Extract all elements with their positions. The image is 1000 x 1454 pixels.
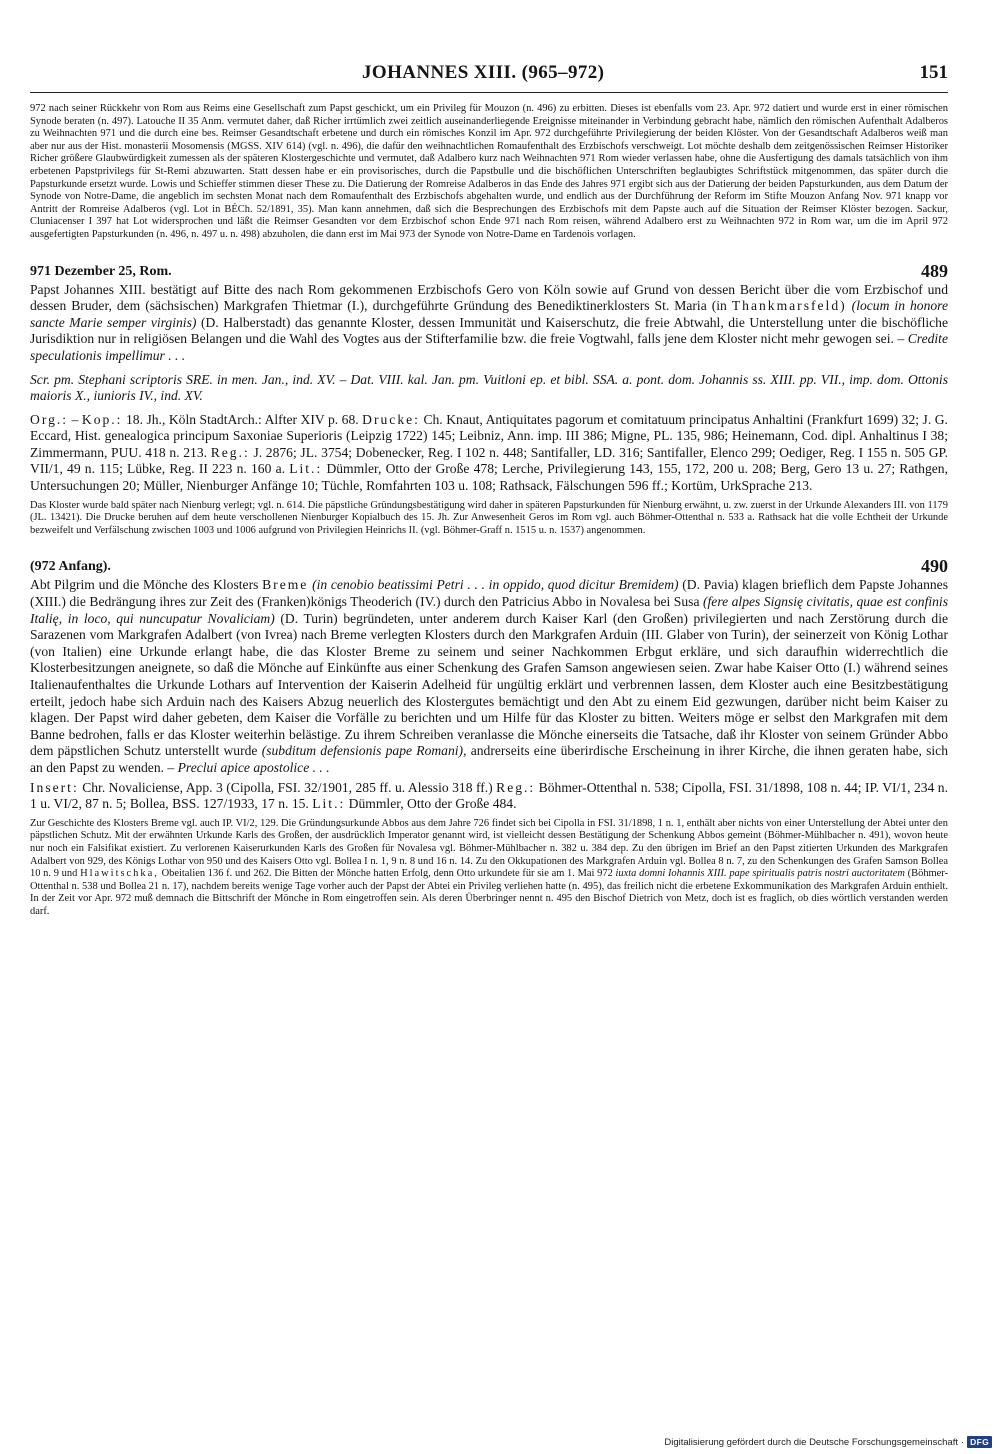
page-header xyxy=(30,58,948,93)
entry-490-insert-label: Insert: xyxy=(30,779,79,795)
entry-489-reg-label: Reg.: xyxy=(210,444,250,460)
entry-489-text-b: (D. Halberstadt) das genannte Kloster, dessen Immunität und Kaiserschutz, die freie Abtwahl, die Unterstellung unter die bischöfliche Jurisdiktion nur in religiösen Belangen und die Wahl des Vogtes aus der Stifterfamilie bzw. die freie Vogtwahl, falls jene dem Kloster nicht mehr gewogen sei. – xyxy=(30,314,948,347)
entry-490-spaced-breme: Breme xyxy=(262,577,309,593)
entry-489-heading xyxy=(30,260,948,282)
entry-489-org-value: – xyxy=(71,411,79,427)
entry-490-incipit: Preclui apice apostolice . . . xyxy=(177,759,330,775)
page-number: 151 xyxy=(919,62,948,83)
entry-489-incipit: Credite speculationis impellimur . . . xyxy=(30,331,948,363)
entry-489-lit-label: Lit.: xyxy=(289,461,323,477)
entry-490-note-a: Zur Geschichte des Klosters Breme vgl. auch IP. VI/2, 129. Die Gründungsurkunde Abbos aus dem Jahre 726 findet sich bei Cipolla in FSI. 31/1898, 1 n. 1, enthält aber nichts von einer Unterstellung der Abtei unter den päpstlichen Schutz. Mit der erwähnten Urkunde Karls des Großen, der ausdrücklich Imperator genannt wird, ist vielleicht dessen Bestätigung der Schenkung Abbos gemeint (Böhmer-Mühlbacher n. 491), wovon heute nur noch ein Falsifikat existiert. Zu verlorenen Kaiserurkunden Karls des Großen für Novalesa vgl. Böhmer-Mühlbacher n. 382 u. 384 dep. Zu den übrigen im Brief an den Papst zitierten Urkunden des Markgrafen Adalbert von 929, des Königs Lothar von 950 und des Kaisers Otto vgl. Bollea I n. 1, 9 n. 8 und 16 n. 14. Zu den Okkupationen des Markgrafen Arduin vgl. Bollea 8 n. 7, zu den Schenkungen des Grafen Samson Bollea 10 n. 9 und xyxy=(30,817,948,880)
page xyxy=(30,58,948,919)
entry-489-kop-value: 18. Jh., Köln StadtArch.: Alfter XIV p. 68. xyxy=(125,411,359,427)
footer-text: Digitalisierung gefördert durch die Deutsche Forschungsgemeinschaft xyxy=(664,1436,958,1448)
entry-489-scriptum: Scr. pm. Stephani scriptoris SRE. in men. Jan., ind. XV. – Dat. VIII. kal. Jan. pm. Vuitloni ep. et bibl. SSA. a. pont. dom. Johannis ss. XIII. pp. VII., imp. dom. Ottonis maioris X., iunioris IV., ind. XV. xyxy=(30,371,948,404)
entry-490-regest xyxy=(30,577,948,776)
entry-490-reg-label: Reg.: xyxy=(496,779,536,795)
entry-489-locus: (locum in honore sancte Marie semper virginis) xyxy=(30,298,948,330)
intro-note: 972 nach seiner Rückkehr von Rom aus Reims eine Gesellschaft zum Papst geschickt, um ein Privileg für Mouzon (n. 496) zu erbitten. Dieses ist ebenfalls vom 23. Apr. 972 datiert und wurde erst in einer römischen Synode beraten (n. 497). Latouche II 35 Anm. vermutet daher, daß Richer irrtümlich zwei zeitlich auseinanderliegende Ereignisse miteinander in Verbindung gebracht habe, nämlich den römischen Aufenthalt Adalberos zu Weihnachten 971 und die durch eine bes. Reimser Gesandtschaft erbetene und durch ein römisches Konzil im Apr. 972 durchgeführte Privilegierung der beiden Klöster. Von der Gesandtschaft Adalberos weiß man aber nur aus der Hist. monasterii Mosomensis (MGSS. XIV 614) (vgl. n. 496), die dafür den weihnachtlichen Romaufenthalt des Erzbischofs verschweigt. Lot möchte deshalb dem zeitgenössischen Reimser Historiker Richer größere Glaubwürdigkeit zumessen als der späteren Klostergeschichte und vermutet, daß Adalbero kurz nach Weihnachten 971 Rom wieder verlassen habe, ohne die Ausfertigung des damals tatsächlich von ihm erbetenen Papstprivilegs für St-Remi abzuwarten. Statt dessen habe er ein provisorisches, durch die Papstbulle und die bischöflichen Unterschriften beglaubigtes Schriftstück mitgenommen, das später durch die Papsturkunde ersetzt wurde. Lowis und Schieffer stimmen dieser These zu. Die Datierung der Romreise Adalberos in das Ende des Jahres 971 ergibt sich aus der Datierung der beiden Papsturkunden, aus dem Datum der Synode von Notre-Dame, die angeblich im sechsten Monat nach dem Romaufenthalt des Erzbischofs abgehalten wurde, und endlich aus der Durchführung der Reform im Stifte Mouzon Anfang Nov. 971 knapp vor Antritt der Romreise Adalberos (vgl. Lot in BÉCh. 52/1891, 35). Man kann annehmen, daß sich die Besprechungen des Erzbischofs mit dem Papste auch auf die Situation der Reimser Klöster bezogen. Sackur, Cluniacenser I 397 hat Lot widersprochen und läßt die Reimser Gesandten vor dem Erzbischof schon Ende 971 nach Rom reisen, während Adalbero erst zu Weihnachten 972 in Rom war, um die im April 972 ausgefertigten Papsturkunden (n. 496, n. 497 u. n. 498) abzuholen, die dann erst im Mai 973 der Synode von Notre-Dame en Tardenois vorlagen. xyxy=(30,103,948,240)
entry-489-date: 971 Dezember 25, Rom. xyxy=(30,263,172,279)
digitization-footer: Digitalisierung gefördert durch die Deutsche Forschungsgemeinschaft · DFG xyxy=(664,1436,992,1448)
entry-489-org-label: Org.: xyxy=(30,411,69,427)
entry-490-text-c: (D. Turin) begründeten, unter anderem durch Kaiser Karl (den Großen) privilegierten und nach Zerstörung durch die Sarazenen vom Markgrafen Adalbert (von Ivrea) nach Breme verlegten Klosters durch den Markgrafen Arduin (III. Glaber von Turin), der seinerzeit von König Lothar (von Italien) eine Urkunde erlangt habe, die das Kloster Breme zu seinem und seiner Nachkommen Erbgut erkläre, und sich daraufhin widerrechtlich die Klosterbesitzungen aneignete, so daß die Mönche auf Einkünfte aus einer Schenkung des Grafen Samson angewiesen seien. Zwar habe Kaiser Otto (I.) während seines Italienaufenthaltes die Urkunde Lothars auf Intervention der Kaiserin Adelheid für ungültig erklärt und verbrennen lassen, dem Kloster auch eine Besitzbestätigung erteilt, jedoch habe sich Arduin nach des Kaisers Abzug neuerlich des Klostergutes bemächtigt und den Abt zu einem Eid gezwungen, darüber nicht beim Kaiser zu klagen. Der Papst wird daher gebeten, dem Kaiser die Vorfälle zu berichten und um Hilfe für das Kloster zu bitten. Weiters möge er selbst den Markgrafen mit dem Banne bedrohen, falls er das Kloster weiterhin belästige. Zu ihrem Schreiben veranlasse die Mönche einerseits die Tatsache, daß ihr Kloster von seinem Gründer Abbo dem päpstlichen Schutz unterstellt wurde xyxy=(30,610,949,759)
entry-490-lit-label: Lit.: xyxy=(312,796,346,812)
entry-490-text-b: (D. Pavia) klagen brieflich dem Papste Johannes (XIII.) die Bedrängung ihres zur Zeit des (Franken)königs Theoderich (IV.) durch den Patricius Abbo in Novalesa bei Susa xyxy=(30,577,949,610)
entry-490-text-a: Abt Pilgrim und die Mönche des Klosters xyxy=(30,577,259,593)
entry-490-cenobio: (in cenobio beatissimi Petri . . . in oppido, quod dicitur Bremidem) xyxy=(312,577,679,593)
entry-489-lit-value: Dümmler, Otto der Große 478; Lerche, Privilegierung 143, 155, 172, 200 u. 208; Berg, Gero 13 u. 27; Rathgen, Untersuchungen 20; Müller, Nienburger Anfänge 10; Tüchle, Romfahrten 103 u. 108; Rathsack, Fälschungen 596 ff.; Kortüm, UrkSprache 213. xyxy=(30,461,948,494)
entry-490-note-b: Obeitalien 136 f. und 262. Die Bitten der Mönche hatten Erfolg, denn Otto urkundete für sie am 1. Mai 972 xyxy=(161,868,613,880)
entry-490-note xyxy=(30,818,948,919)
entry-489-drucke-value: Ch. Knaut, Antiquitates pagorum et comitatuum principatus Anhaltini (Frankfurt 1699) 32; J. G. Eccard, Hist. genealogica principum Saxoniae Superioris (Leipzig 1722) 145; Leibniz, Ann. imp. III 386; Migne, PL. 135, 986; Heinemann, Cod. dipl. Anhaltinus I 38; Zimmermann, PUU. 418 n. 213. xyxy=(30,411,948,460)
entry-490-heading xyxy=(30,555,948,577)
entry-490-fere: (fere alpes Signsię civitatis, quae est confinis Italię, in loco, qui nuncupatur Novaliciam) xyxy=(30,594,949,626)
dfg-logo: DFG xyxy=(967,1436,992,1448)
entry-490-date: (972 Anfang). xyxy=(30,559,111,575)
entry-489-regest xyxy=(30,282,948,365)
entry-490-number: 490 xyxy=(921,556,948,577)
entry-489-kop-label: Kop.: xyxy=(81,411,123,427)
entry-489-text-a: Papst Johannes XIII. bestätigt auf Bitte des nach Rom gekommenen Erzbischofs Gero von Köln sowie auf Grund von dessen Bericht über die vom Erzbischof und dessen Bruder, dem (sächsischen) Markgrafen Thietmar (I.), durchgeführte Gründung des Benediktinerklosters St. Maria (in xyxy=(30,281,948,314)
entry-490-subditum: (subditum defensionis pape Romani), xyxy=(261,743,467,759)
entry-490-insert-value: Chr. Novaliciense, App. 3 (Cipolla, FSI. 32/1901, 285 ff. u. Alessio 318 ff.) xyxy=(82,779,493,795)
entry-490-note-spaced: Hlawitschka, xyxy=(80,868,159,880)
entry-489-note: Das Kloster wurde bald später nach Nienburg verlegt; vgl. n. 614. Die päpstliche Gründungsbestätigung wird daher in späteren Papsturkunden für Nienburg erwähnt, u. zw. zuerst in der Urkunde Alexanders III. von 1179 (JL. 13421). Die Drucke beruhen auf dem heute verschollenen Nienburger Kopialbuch des 15. Jh. Zur Anwesenheit Geros im Rom vgl. auch Böhmer-Ottenthal n. 533 a. Rathsack hat die volle Echtheit der Urkunde bezweifelt und Verfälschung zwischen 1003 und 1006 aufgrund von Privilegien Heinrichs II. (vgl. Böhmer-Graff n. 1515 u. n. 1537) angenommen. xyxy=(30,499,948,536)
entry-490-reg-value: Böhmer-Ottenthal n. 538; Cipolla, FSI. 31/1898, 108 n. 44; IP. VI/1, 234 n. 1 u. VI/2, 87 n. 5; Bollea, BSS. 127/1933, 17 n. 15. xyxy=(30,779,948,812)
entry-490-lit-value: Dümmler, Otto der Große 484. xyxy=(348,796,517,812)
entry-489-number: 489 xyxy=(921,260,948,281)
entry-489-spaced-name: Thankmarsfeld) xyxy=(731,298,847,314)
entry-490-note-c: (Böhmer-Ottenthal n. 538 und Bollea 21 n. 17), nachdem bereits wenige Tage vorher auch der Papst der Abtei ein Privileg verliehen hatte (n. 495), das freilich nicht die erbetene Exkommunikation des Markgrafen Arduin enthielt. In der Zeit vor Apr. 972 muß demnach die Bittschrift der Mönche in Rom eingetroffen sein. Als deren Überbringer nennt n. 495 den Bischof Dietrich von Metz, doch ist es fraglich, ob dies wörtlich verstanden werden darf. xyxy=(30,868,949,917)
running-title: JOHANNES XIII. (965–972) xyxy=(362,62,605,83)
entry-490-note-italic: iuxta domni Iohannis XIII. pape spiritualis patris nostri auctoritatem xyxy=(615,868,905,880)
entry-489-apparatus xyxy=(30,412,948,495)
entry-490-apparatus xyxy=(30,780,948,813)
entry-490-text-d: andrerseits eine überirdische Erscheinung in ihrer Kirche, die ihnen geraten habe, sich an den Papst zu wenden. – xyxy=(30,743,949,775)
entry-489-drucke-label: Drucke: xyxy=(362,411,420,427)
entry-489-reg-value: J. 2876; JL. 3754; Dobenecker, Reg. I 102 n. 448; Santifaller, LD. 316; Santifaller, Elenco 299; Oediger, Reg. I 155 n. 505 GP. VII/1, 49 n. 115; Lübke, Reg. II 223 n. 160 a. xyxy=(30,444,948,477)
